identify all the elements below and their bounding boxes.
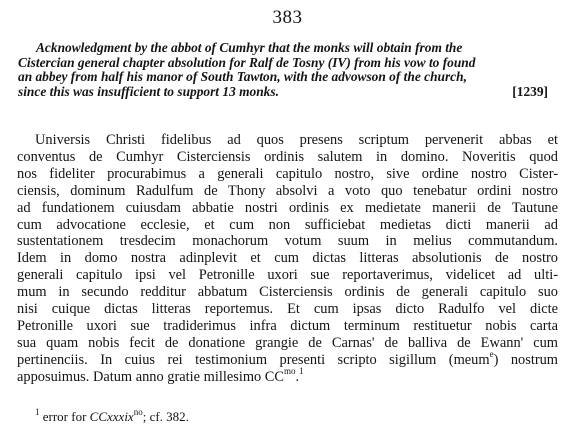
roman-numeral: IV: [332, 54, 347, 70]
body-line: conventus de Cumhyr Cisterciensis ordinis salutem in domino. Noveritis quod: [17, 148, 558, 165]
body-line: generali capitulo ipsi vel Petronille uxori sue reportaverimus, videlicet ad ulti-: [17, 267, 558, 284]
body-line: Idem in domo nostra adinplevit et cum dictas litteras absolutionis de nostro: [17, 250, 558, 267]
body-line-15-tail: .: [295, 368, 300, 385]
body-line: nisi cuique dictas litteras reportemus. Et cum ipsas dicto Radulfo vel dicte: [17, 301, 558, 318]
body-line: ciensis, dominum Radulfum de Thony absolvi a voto quo tenebatur ordini nostro: [17, 182, 558, 199]
body-line: Universis Christi fidelibus ad quos presens scriptum pervenerit abbas et: [35, 132, 558, 148]
footnote-text: error for: [39, 409, 90, 424]
body-line: sua quam nobis fecit de donatione grangie de Carnas' de balliva de Ewann' cum: [17, 334, 558, 351]
abstract-line-3: an abbey from half his manor of South Tawton, with the advowson of the church,: [18, 69, 467, 85]
body-line: sustentationem tresdecim monachorum votum suum in melius commutandum.: [17, 233, 558, 250]
footnote-reference: 1: [299, 365, 304, 376]
abstract-line-2-tail: ) from his vow to found: [346, 54, 476, 70]
abstract-line-2: [18, 56, 548, 71]
footnote-marker: 1: [35, 406, 40, 417]
footnote-italic: CCxxxix: [89, 409, 134, 424]
body-line: ad fundationem cuiusdam abbatie nostri ordinis ex medietate manerii de Tautune: [17, 199, 558, 216]
footnote-tail: ; cf. 382.: [142, 409, 189, 424]
footnote: [35, 406, 189, 424]
body-line: Petronille uxori sue tradiderimus infra dictum terminum restituetur nobis carta: [17, 317, 558, 334]
superscript-e: e: [489, 348, 494, 359]
body-line-14-text: pertinenciis. In cuius rei testimonium presenti scripto sigillum (meum: [17, 351, 490, 368]
abstract-line-2-text: Cistercian general chapter absolution for Ralf de Tosny (: [18, 54, 333, 70]
superscript-mo: mo: [284, 365, 296, 376]
footnote-superscript: no: [133, 406, 143, 417]
abstract-line-1: Acknowledgment by the abbot of Cumhyr that the monks will obtain from the: [36, 40, 463, 55]
charter-text: [17, 132, 558, 386]
document-abstract: [18, 41, 548, 99]
abstract-line-4: [18, 85, 548, 100]
document-date: [1239]: [512, 83, 548, 99]
body-line-14-tail: ) nostrum: [493, 351, 559, 368]
body-line-15: [17, 365, 558, 386]
abstract-line-4-text: since this was insufficient to support 13 monks.: [18, 83, 279, 99]
document-number: 383: [272, 7, 303, 28]
body-line: nos fideliter procurabimus a generali capitulo nostro, sive ordine nostro Cister-: [17, 165, 558, 182]
body-line: mum in secundo redditur abbatum Cisterciensis ordinis de generali capitulo suo: [17, 284, 558, 301]
body-line: cum advocatione ecclesie, et cum non sufficiebat medietas dicti manerii ad: [17, 216, 558, 233]
body-line-15-text: apposuimus. Datum anno gratie millesimo CC: [17, 368, 284, 385]
